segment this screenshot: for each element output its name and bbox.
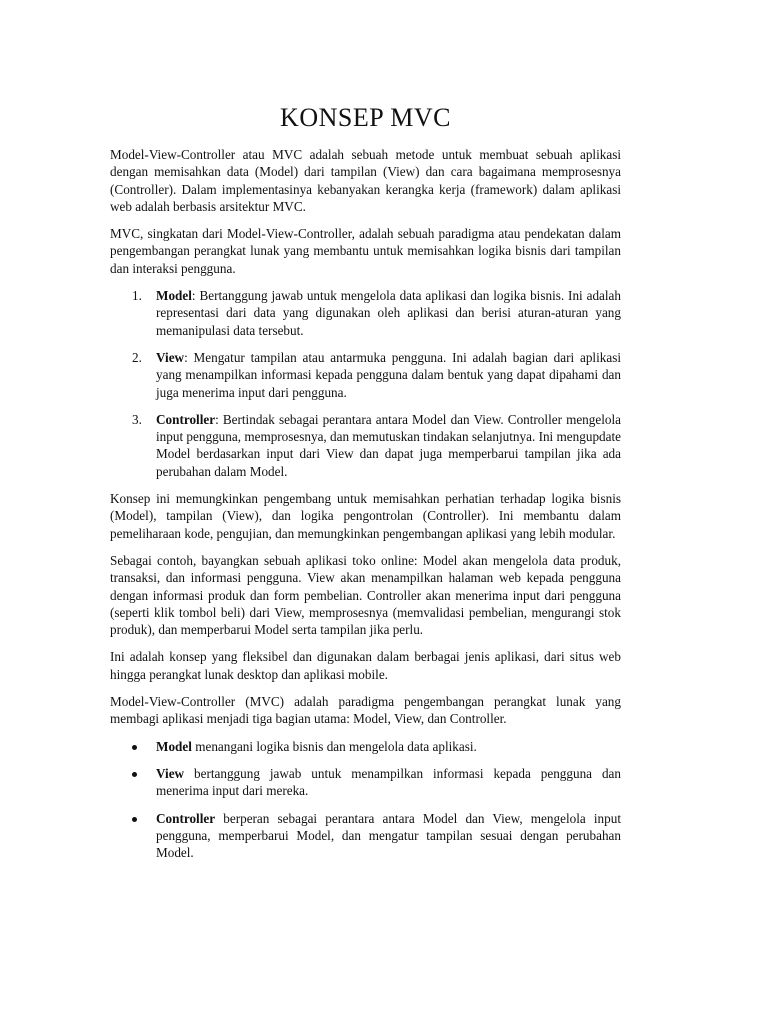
numbered-list-item-view (110, 349, 621, 401)
list-term: View (156, 349, 185, 365)
list-text: bertanggung jawab untuk menampilkan informasi kepada pengguna dan menerima input dari mereka. (156, 765, 621, 799)
numbered-list-item-model (110, 287, 621, 339)
list-text: : Bertindak sebagai perantara antara Model dan View. Controller mengelola input pengguna, memprosesnya, dan memutuskan tindakan selanjutnya. Ini mengupdate Model berdasarkan input dari View dan dapat juga memperbarui tampilan jika ada perubahan dalam Model. (156, 411, 621, 479)
body-paragraph-3: Ini adalah konsep yang fleksibel dan digunakan dalam berbagai jenis aplikasi, dari situs web hingga perangkat lunak desktop dan aplikasi mobile. (110, 649, 621, 682)
body-paragraph-2: Sebagai contoh, bayangkan sebuah aplikasi toko online: Model akan mengelola data produk, transaksi, dan informasi pengguna. View akan menampilkan halaman web kepada pengguna dengan informasi produk dan form pembelian. Controller akan menerima input dari pengguna (seperti klik tombol beli) dari View, memprosesnya (memvalidasi pembelian, mengurangi stok produk), dan memperbarui Model serta tampilan jika perlu. (110, 552, 621, 638)
list-number: 2. (132, 349, 142, 365)
list-term: Model (156, 738, 192, 754)
bullet-icon (132, 772, 137, 777)
list-term: Controller (156, 810, 216, 826)
intro-paragraph-2: MVC, singkatan dari Model-View-Controller, adalah sebuah paradigma atau pendekatan dalam pengembangan perangkat lunak yang membantu untuk memisahkan logika bisnis dari tampilan dan interaksi pengguna. (110, 226, 621, 276)
body-paragraph-1: Konsep ini memungkinkan pengembang untuk memisahkan perhatian terhadap logika bisnis (Model), tampilan (View), dan logika pengontrolan (Controller). Ini membantu dalam pemeliharaan kode, pengujian, dan memungkinkan pengembangan aplikasi yang lebih modular. (110, 491, 621, 541)
list-term: Controller (156, 411, 216, 427)
list-term: View (156, 765, 185, 781)
list-term: Model (156, 288, 192, 304)
bullet-icon (132, 817, 137, 822)
body-paragraph-4: Model-View-Controller (MVC) adalah paradigma pengembangan perangkat lunak yang membagi aplikasi menjadi tiga bagian utama: Model, View, dan Controller. (110, 694, 621, 727)
document-page (110, 100, 621, 871)
numbered-list-item-controller (110, 411, 621, 480)
bullet-list-item-model (110, 738, 621, 755)
list-number: 3. (132, 411, 142, 427)
bullet-list-item-view (110, 765, 621, 800)
page-title: KONSEP MVC (280, 103, 451, 132)
bullet-list (110, 738, 621, 862)
bullet-icon (132, 745, 137, 750)
list-text: menangani logika bisnis dan mengelola data aplikasi. (191, 738, 477, 754)
bullet-list-item-controller (110, 810, 621, 862)
list-text: : Mengatur tampilan atau antarmuka pengguna. Ini adalah bagian dari aplikasi yang menampilkan informasi kepada pengguna dalam bentuk yang dapat dipahami dan juga menerima input dari pengguna. (156, 349, 621, 400)
list-text: berperan sebagai perantara antara Model dan View, mengelola input pengguna, memperbarui Model, dan mengatur tampilan sesuai dengan perubahan Model. (156, 810, 621, 861)
numbered-list (110, 287, 621, 480)
intro-paragraph-1: Model-View-Controller atau MVC adalah sebuah metode untuk membuat sebuah aplikasi dengan memisahkan data (Model) dari tampilan (View) dan cara bagaimana memprosesnya (Controller). Dalam implementasinya kebanyakan kerangka kerja (framework) dalam aplikasi web adalah berbasis arsitektur MVC. (110, 147, 621, 214)
list-text: : Bertanggung jawab untuk mengelola data aplikasi dan logika bisnis. Ini adalah representasi dari data yang digunakan oleh aplikasi dan berisi aturan-aturan yang memanipulasi data tersebut. (156, 288, 621, 338)
list-number: 1. (132, 288, 142, 304)
